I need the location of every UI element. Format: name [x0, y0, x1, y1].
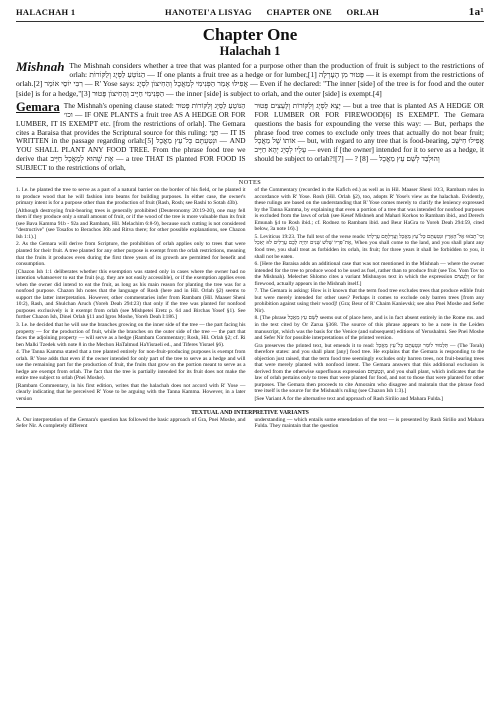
notes-section: [16, 187, 484, 404]
note-paragraph: 5. Leviticus 19:23. The full text of the verse reads: וְכִי־תָבֹאוּ אֶל־הָאָרֶץ וּנְטַעְתֶּם כָּל־עֵץ מַאֲכָל וַעֲרַלְתֶּם עָרְלָתוֹ אֶת־פִּרְיוֹ שָׁלֹשׁ שָׁנִים יִהְיֶה לָכֶם עֲרֵלִים לֹא יֵאָכֵל, When you shall come to the land, and you shall plant any food tree, you shall treat as forbidden its orlah, its fruit; for three years it shall be forbidden to you, it shall not be eaten.: [254, 233, 485, 260]
page-number: 1a¹: [468, 6, 484, 18]
mishnah-label: Mishnah: [16, 59, 65, 74]
notes-column-right: [255, 187, 485, 404]
variants-column-right: understanding — which entails some emendation of the text — is presented by Rash Sirilio and Mahara Fulda. They maintain that the question: [254, 416, 484, 430]
note-paragraph: 7. The Gemara is asking: How is it known that the term food tree excludes trees that produce edible fruit but were merely intended for other uses? Perhaps it comes to exclude only barren trees [from any prohibition against using their wood]! (Gra; Beur of R' Chaim Kanievski; see also Pnei Moshe and Sefer Nir).: [254, 288, 484, 314]
note-paragraph: Gra preserves the printed text, but emends it to read: תַּלְמוּד לוֹמַר וּנְטַעְתֶּם כָּל־עֵץ מַאֲכָל — (The Torah) therefore states: and you shall plant [any] food tree. He explains that the Gemara is responding to the objection just raised, that the term food tree seemingly excludes only barren trees, not fruit-bearing trees that were merely planted with nonfood intent. The Gemara answers that this additional exclusion is derived from the otherwise superfluous expression וּנְטַעְתֶּם, and you shall plant, which indicates that the law of orlah pertains only to trees that were planted for food, and not to those that were planted for other purposes. The Gemara then proceeds to cite Amoraim who disagree and maintain that the phrase food tree itself is the source for the Mishnah's ruling (see Chazon Ish 1:3).]: [254, 342, 484, 395]
note-paragraph: 4. The Tanna Kamma stated that a tree planted entirely for non-fruit-producing purposes is exempt from orlah. R' Yose adds that even if the owner intended for only part of the tree to serve as a hedge and will use the remaining part for the production of fruit, the fruits that grow on the portion meant to serve as a hedge are exempt from orlah. The fact that the tree is partially intended for its fruit does not make the entire tree subject to orlah (Pnei Moshe).: [16, 349, 246, 382]
gemara-section: [16, 99, 484, 173]
variants-heading: TEXTUAL AND INTERPRETIVE VARIANTS: [16, 407, 484, 416]
variants-column-left: A. Our interpretation of the Gemara's question has followed the basic approach of Gra, Pnei Moshe, and Sefer Nir. A completely different: [16, 416, 246, 430]
note-paragraph: of the Commentary (recorded in the Kafich ed.) as well as in Hil. Maaser Sheni 10:3, Rambam rules in accordance with R' Yose. Rosh (Hil. Orlah §2), too, adopts R' Yose's view as the halachah. Evidently, these rulings are based on the understanding that R' Yose comes merely to clarify the leniency expressed by the Tanna Kamma, by explaining that even a portion of a tree that was intended for nonfood purposes is excluded from the laws of orlah (see Kesef Mishneh and Mahari Korkos to Rambam ibid., and Derech Emunah §4 to Rosh ibid.; cf. Rodnez to Rambam ibid. and Beur HaGra to Yoreh Deah 294:59, cited below, 3a note 16).]: [254, 187, 484, 233]
gemara-column-left: [16, 99, 246, 173]
mishnah-section: [16, 61, 484, 98]
running-header: [16, 6, 484, 22]
note-paragraph: 2. As the Gemara will derive from Scripture, the prohibition of orlah applies only to trees that were planted for their fruit. A tree planted for any other purpose is exempt from the orlah restrictions, meaning that the fruits it produces even during the first three years of its growth are permitted for benefit and consumption.: [16, 241, 246, 268]
notes-column-left: [16, 187, 246, 404]
note-paragraph: 1. I.e. he planted the tree to serve as a part of a natural barrier on the border of his field, or he planted it to produce wood that he will fashion into beams for building purposes. In either case, the owner's primary intent is for a purpose other than the production of fruit (Rash, Rosh; see Rashi to Sotah 43b).: [16, 187, 246, 207]
gemara-text-left: The Mishnah's opening clause stated: הַנּוֹטֵעַ לַסְּיָג וְלַקּוֹרוֹת פָּטוּר וכו׳ — IF ONE PLANTS a fruit tree AS A HEDGE OR FOR LUMBER, IT IS EXEMPT etc. [from the restrictions of orlah]. The Gemara cites a Baraisa that provides the Scriptural source for this ruling: תַּנֵּי — IT IS WRITTEN in the passage regarding orlah:[5] וּנְטַעְתֶּם כָּל־עֵץ מַאֲכָל — AND YOU SHALL PLANT ANY FOOD TREE. From the phrase food tree we derive that אֶת שֶׁהוּא לְמַאֲכָל חַיָּיב — a tree THAT IS planted FOR FOOD IS SUBJECT to the restrictions of orlah,: [16, 100, 246, 173]
gemara-column-right: [255, 102, 485, 173]
halachah-title: Halachah 1: [219, 44, 281, 58]
chapter-title: Chapter One: [202, 25, 298, 44]
notes-heading: NOTES: [16, 177, 484, 186]
gemara-label: Gemara: [16, 99, 60, 114]
note-paragraph: [Chazon Ish 1:1 deliberates whether this exemption was stated only in cases where the owner had no intention whatsoever to eat the fruit (e.g. they are not easily accessible), or if the exemption applies even when the owner did intend to eat the fruit, as long as his main reason for planting the tree was for a nonfood purpose. Chazon Ish notes that the language of Rosh (here and in Hil. Orlah §2) seems to support the latter interpretation. However, other commentaries infer from Rambam (Hil. Maaser Sheni 10:2), Rash, and Shulchan Aruch (Yoreh Deah 294:23) that only if the tree was planted for nonfood purposes exclusively is it exempt from orlah (see Mishpetei Eretz p. 64 and Birchas Yosef §1). See further Chazon Ish, Dinei Orlah §11 and Igros Moshe, Yoreh Deah I:186.]: [16, 268, 246, 321]
note-paragraph: 3. I.e. he decided that he will use the branches growing on the inner side of the tree — the part facing his property — for the production of fruit, while the branches on the outer side of the tree — the part that faces the adjoining property — will serve as a hedge (Rambam Commentary; Rosh, Hil. Orlah §2; cf. Ri ben Malki Tzedek with note 8 in the Mechon HaTalmud HaYisraeli ed., and Tiferes Yisrael §6).: [16, 322, 246, 348]
note-paragraph: 6. [Here the Baraisa adds an additional case that was not mentioned in the Mishnah — where the owner intended for the tree to produce wood to be used as fuel, rather than to produce fruit (see Tos. Yom Tov to the Mishnah). Melechet Shlomo cites a variant Mishnayos text in which the expression וְלָעֵצִים or for firewood, actually appears in the Mishnah itself.]: [254, 261, 485, 287]
note-paragraph: [Although destroying fruit-bearing trees is generally prohibited (Deuteronomy 20:19-20), one may fell them if they produce only a small amount of fruit, or if the wood of the tree is more valuable than its fruit (see Bava Kamma 91b - 92a and Rambam, Hil. Melachim 6:8-9), because such cutting is not considered "destructive" (see Tosafos to Berachos 36b and Ritva there; for other possible explanations, see Chazon Ish 1:1).]: [16, 207, 246, 240]
gemara-text-right: יָצָא לַסְּיָג וְלַקּוֹרוֹת וְלָעֵצִים פָּטוּר — but a tree that is planted AS A HEDGE OR FOR LUMBER OR FOR FIREWOOD[6] IS EXEMPT. The Gemara questions the basis for expounding the verse this way: — But, perhaps the phrase food tree comes to exclude only trees that actually do not bear fruit; אוֹתוֹ שֶׁל מַאֲכָל — but, with regard to any tree that is food-bearing, אֲפִילוּ חִישֵּׁב עָלָיו לְסְיָג יְהֵא חַיָּיב — even if [the owner] intended for it to serve as a hedge, it should be subject to orlah?![7] — ? וְהוּלְבַּד לְשֵׁם עֵץ מַאֲכָל — [8]: [254, 100, 484, 164]
note-paragraph: [Rambam Commentary, in his first edition, writes that the halachah does not accord with R' Yose — clearly indicating that he perceived R' Yose to be arguing with the Tanna Kamma. However, in a later version: [16, 382, 246, 403]
variants-section: [16, 417, 484, 430]
mishnah-text: The Mishnah considers whether a tree that was planted for a purpose other than the production of fruit is subject to the restrictions of orlah: הַנּוֹטֵעַ לַסְּיָג וְלַקּוֹרוֹת — If one plants a fruit tree as a hedge or for lumber,[1] פָּטוּר מִן הָעָרְלָה — it is exempt from the restrictions of orlah.[2] רִבִּי יוֹסֵי אוֹמֵר — R' Yose says: אֲפִילוּ אָמַר הַפְּנִימִי לְמַאֲכָל וְהַחִיצוֹן לִסְיָג — Even if he declared: "The inner [side] of the tree is for food and the outer [side] is for a hedge,"[3] הַפְּנִימִי חַיָּיב וְהַחִיצוֹן פָּטוּר — the inner [side] is subject to orlah, and the outer [side] is exempt.[4]: [16, 61, 484, 98]
note-paragraph: 8. [The phrase לְשֵׁם עֵץ מַאֲכָל seems out of place here, and is in fact absent entirely in the Rome ms. and in the text cited by Or Zarua §368. The source of this phrase appears to be a note in the Leiden manuscript, which was the basis for the Venice (and subsequent) editions of Yerushalmi. See Pnei Moshe and Sefer Nir for possible interpretations of the printed version.: [254, 315, 484, 342]
header-halachah: HALACHAH 1: [16, 7, 76, 17]
header-tractate-chapter: HANOTEI'A LISYAG CHAPTER ONE ORLAH: [165, 7, 380, 17]
note-paragraph: [See Variant A for the alternative text and approach of Rash Sirilio and Mahara Fulda.]: [254, 396, 443, 403]
